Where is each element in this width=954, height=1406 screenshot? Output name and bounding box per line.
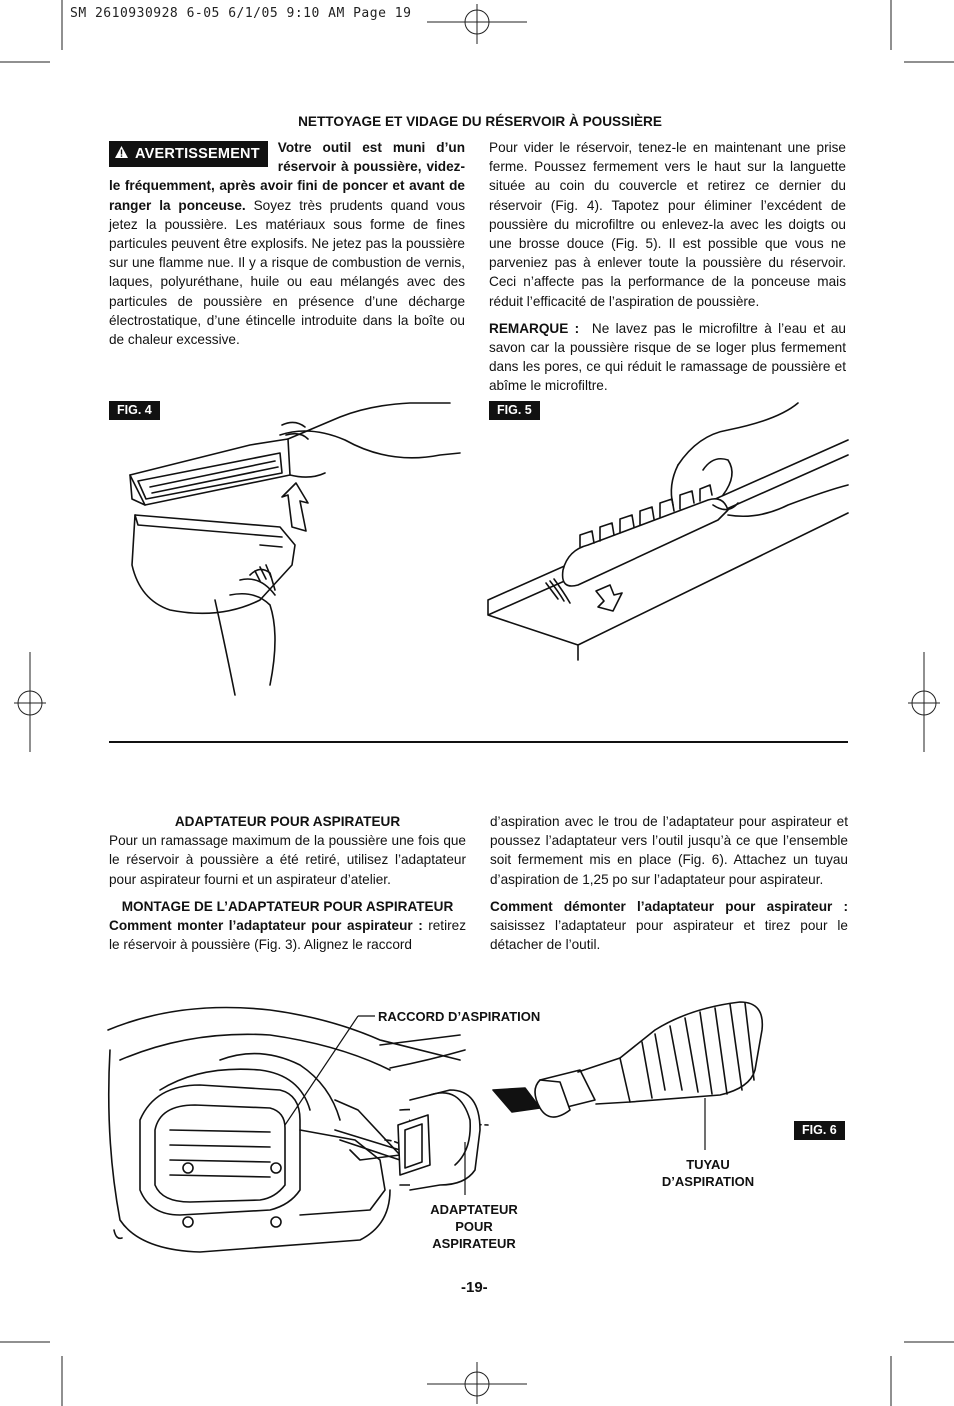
remove-paragraph xyxy=(490,897,848,955)
callout-vacuum-hose-line-1: TUYAU xyxy=(686,1157,730,1172)
callout-vacuum-hose xyxy=(654,1156,762,1190)
section-divider xyxy=(109,741,848,743)
fig-4-illustration xyxy=(110,395,470,695)
filter-note xyxy=(489,319,846,396)
callout-vacuum-adapter xyxy=(420,1201,528,1252)
note-text: Ne lavez pas le microfiltre à l’eau et au savon car la poussière risque de se loger plus fermement dans les pores, ce qui réduit le ramassage de poussière et abîme le microfiltre. xyxy=(489,320,846,394)
note-label: REMARQUE : xyxy=(489,320,580,336)
fig-5-label: FIG. 5 xyxy=(489,401,540,420)
callout-vacuum-adapter-line-3: ASPIRATEUR xyxy=(432,1236,516,1251)
fig-6-label: FIG. 6 xyxy=(794,1121,845,1140)
callout-suction-fitting: RACCORD D’ASPIRATION xyxy=(378,1009,541,1024)
vacuum-adapter-right-column xyxy=(490,812,848,954)
callout-vacuum-adapter-line-2: POUR xyxy=(455,1219,493,1234)
fig-4-label: FIG. 4 xyxy=(109,401,160,420)
emptying-paragraph: Pour vider le réservoir, tenez-le en maintenant une prise ferme. Poussez fermement vers le haut sur la languette située au coin du couvercle et retirez ce dernier du réservoir (Fig. 4). Tapotez pour éliminer l’excédent de poussière du microfiltre ou enlevez-la avec les doigts ou une brosse douce (Fig. 5). Il est possible que vous ne parveniez pas à enlever toute la poussière du réservoir. Ceci n’affecte pas la performance de la ponceuse mais réduit l’efficacité de l’aspiration de poussière. xyxy=(489,140,846,309)
vacuum-adapter-intro: Pour un ramassage maximum de la poussière une fois que le réservoir à poussière a été retiré, utilisez l’adaptateur pour aspirateur fourni et un aspirateur d’atelier. xyxy=(109,833,466,887)
mount-text-left: retirez le réservoir à poussière (Fig. 3). Alignez le raccord xyxy=(109,918,466,953)
mount-title: MONTAGE DE L’ADAPTATEUR POUR ASPIRATEUR xyxy=(121,898,454,914)
fig-5-illustration xyxy=(488,395,850,670)
warning-label: AVERTISSEMENT xyxy=(135,146,260,162)
callout-vacuum-hose-line-2: D’ASPIRATION xyxy=(661,1174,755,1189)
remove-text: saisissez l’adaptateur pour aspirateur et tirez pour le détacher de l’outil. xyxy=(490,918,848,953)
section-title-vacuum-adapter: ADAPTATEUR POUR ASPIRATEUR xyxy=(174,814,401,829)
mount-paragraph xyxy=(109,916,466,954)
section-title-dust-canister: NETTOYAGE ET VIDAGE DU RÉSERVOIR À POUSSIÈRE xyxy=(298,114,662,129)
warning-triangle-icon xyxy=(115,145,128,163)
mount-text-right: d’aspiration avec le trou de l’adaptateur pour aspirateur et poussez l’adaptateur vers l’outil jusqu’à ce que l’ensemble soit fermement mis en place (Fig. 6). Attachez un tuyau d’aspiration de 1,25 po sur l’adaptateur pour aspirateur. xyxy=(490,814,848,887)
warning-column xyxy=(109,138,465,349)
page-number: -19- xyxy=(461,1279,488,1296)
warning-badge xyxy=(109,141,268,167)
emptying-instructions xyxy=(489,138,846,396)
warning-body-text: Soyez très prudents quand vous jetez la poussière. Les matériaux sous forme de fines particules peuvent être explosifs. Ne jetez pas la poussière sur une flamme nue. Il y a risque de combustion de vernis, laques, polyuréthane, huile ou eau mélangés avec des particules de poussière en présence d’une décharge électrostatique, d’une étincelle introduite dans la boîte ou de chaleur excessive. xyxy=(109,197,466,348)
mount-label: Comment monter l’adaptateur pour aspirateur : xyxy=(109,918,423,934)
remove-label: Comment démonter l’adaptateur pour aspirateur : xyxy=(490,898,848,914)
callout-vacuum-adapter-line-1: ADAPTATEUR xyxy=(430,1202,518,1217)
warning-bold-text: Votre outil est muni d’un réservoir à poussière, videz-le fréquemment, après avoir fini de poncer et avant de ranger la ponceuse. xyxy=(109,140,465,213)
vacuum-adapter-left-column xyxy=(109,812,466,954)
print-slug: SM 2610930928 6-05 6/1/05 9:10 AM Page 19 xyxy=(70,6,412,21)
